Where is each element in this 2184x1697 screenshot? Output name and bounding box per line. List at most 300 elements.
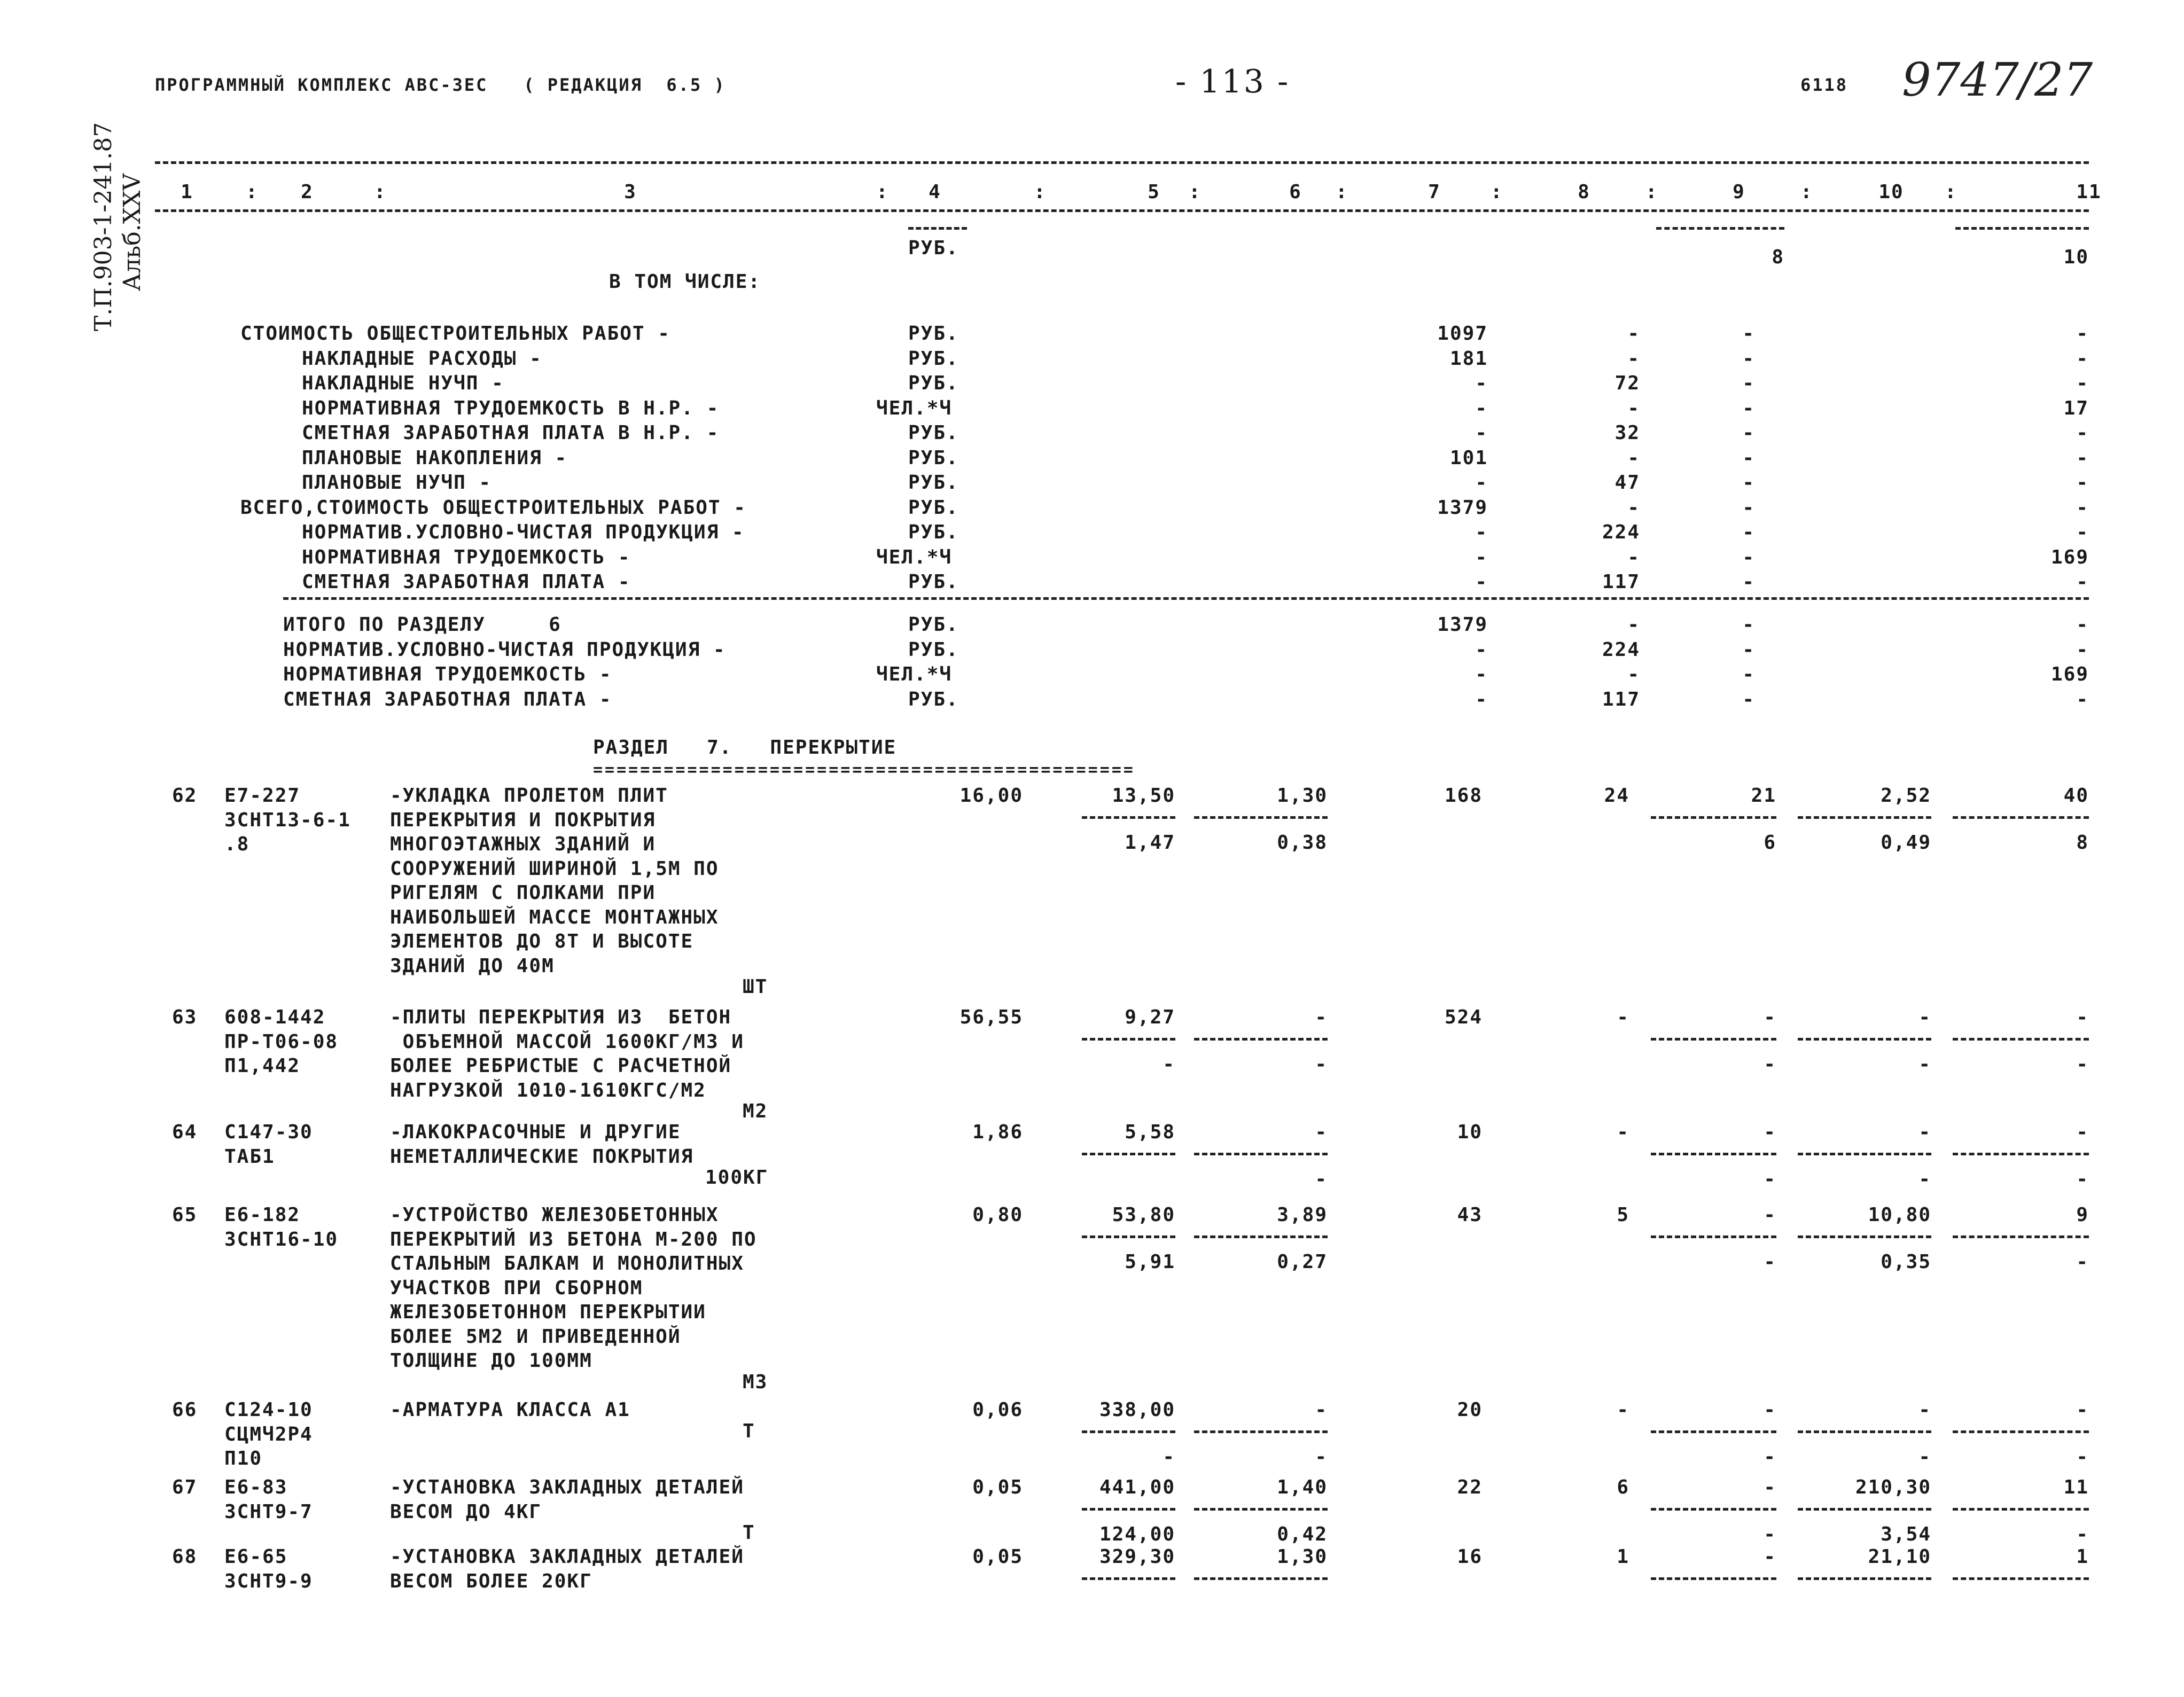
item-code: .8 [224, 833, 250, 855]
total-col7: - [1475, 663, 1488, 685]
item-number: 66 [172, 1399, 198, 1421]
item-total-cost: 16 [1457, 1546, 1483, 1568]
summary-col8: - [1627, 447, 1640, 469]
item-total-cost: 20 [1457, 1399, 1483, 1421]
item-wage-cost: 1,30 [1277, 785, 1328, 807]
summary-unit: РУБ. [908, 323, 959, 345]
column-separator: : [1645, 181, 1658, 203]
summary-col7: - [1475, 397, 1488, 419]
item-rule [1194, 1508, 1328, 1511]
item-wage-cost: 1,30 [1277, 1546, 1328, 1568]
item-code: С124-10 [224, 1399, 313, 1421]
item-rule [1082, 1038, 1175, 1041]
total-col7: - [1475, 638, 1488, 661]
summary-unit: РУБ. [908, 496, 959, 519]
summary-unit: РУБ. [908, 447, 959, 469]
item-total-wage: - [1617, 1399, 1629, 1421]
item-unit-cost: 338,00 [1099, 1399, 1175, 1421]
item-rule [1953, 816, 2089, 819]
total-unit: РУБ. [908, 638, 959, 661]
item-rule [1082, 1508, 1175, 1511]
item-total-wage: - [1617, 1006, 1629, 1028]
column-separator: : [1491, 181, 1503, 203]
summary-col11: - [2076, 521, 2089, 543]
item-rule [1953, 1508, 2089, 1511]
item-col9: - [1764, 1546, 1776, 1568]
item-unit: ШТ [743, 976, 768, 998]
summary-col11: - [2076, 447, 2089, 469]
item-total-wage: 6 [1617, 1476, 1629, 1498]
item-wage-cost-mach: 0,42 [1277, 1523, 1328, 1545]
item-col10: - [1918, 1399, 1931, 1421]
item-col9: - [1764, 1204, 1776, 1226]
summary-col7: - [1475, 546, 1488, 568]
item-rule [1082, 1235, 1175, 1238]
item-rule [1194, 1577, 1328, 1580]
item-unit: М2 [743, 1100, 768, 1122]
item-rule [1194, 816, 1328, 819]
item-rule [1651, 1235, 1776, 1238]
item-rule [1953, 1430, 2089, 1433]
total-label: НОРМАТИВ.УСЛОВНО-ЧИСТАЯ ПРОДУКЦИЯ - [283, 638, 726, 661]
item-total-cost: 43 [1457, 1204, 1483, 1226]
in-that-number-label: В ТОМ ЧИСЛЕ: [609, 271, 761, 293]
col11-rule [1955, 227, 2089, 230]
summary-label: НОРМАТИВНАЯ ТРУДОЕМКОСТЬ В Н.Р. - [302, 397, 720, 419]
summary-col8: - [1627, 323, 1640, 345]
total-col11: - [2076, 638, 2089, 661]
total-col7: 1379 [1437, 614, 1488, 636]
total-col9: - [1742, 663, 1755, 685]
item-description: УЧАСТКОВ ПРИ СБОРНОМ [390, 1277, 643, 1299]
summary-label: НАКЛАДНЫЕ РАСХОДЫ - [302, 347, 542, 370]
summary-col7: - [1475, 472, 1488, 494]
summary-col7: 1379 [1437, 496, 1488, 519]
item-rule [1953, 1153, 2089, 1155]
item-code: ЗСНТ9-7 [224, 1500, 313, 1523]
column-separator: : [1945, 181, 1957, 203]
summary-col9: - [1742, 546, 1755, 568]
program-title: ПРОГРАММНЫЙ КОМПЛЕКС АВС-3ЕС ( РЕДАКЦИЯ 6.5 ) [155, 75, 726, 95]
summary-label: ВСЕГО,СТОИМОСТЬ ОБЩЕСТРОИТЕЛЬНЫХ РАБОТ - [240, 496, 746, 519]
column-header-10: 10 [1878, 181, 1904, 203]
total-label: НОРМАТИВНАЯ ТРУДОЕМКОСТЬ - [283, 663, 612, 685]
item-description: -УСТАНОВКА ЗАКЛАДНЫХ ДЕТАЛЕЙ [390, 1476, 744, 1498]
item-total-cost: 22 [1457, 1476, 1483, 1498]
item-total-cost: 524 [1444, 1006, 1483, 1028]
item-rule [1953, 1038, 2089, 1041]
column-header-11: 11 [2076, 181, 2102, 203]
item-col9: - [1764, 1006, 1776, 1028]
item-description: БОЛЕЕ РЕБРИСТЫЕ С РАСЧЕТНОЙ [390, 1055, 732, 1077]
item-unit-cost: 9,27 [1125, 1006, 1175, 1028]
summary-col9: - [1742, 323, 1755, 345]
summary-col7: - [1475, 571, 1488, 593]
column-header-1: 1 [181, 181, 193, 203]
item-rule [1194, 1038, 1328, 1041]
item-col10-mach: - [1918, 1168, 1931, 1190]
item-col9-mach: - [1764, 1251, 1776, 1273]
item-rule [1798, 1577, 1931, 1580]
summary-col9: - [1742, 372, 1755, 394]
total-col9: - [1742, 688, 1755, 710]
item-code: ТАБ1 [224, 1145, 275, 1168]
header-top-rule [155, 161, 2089, 164]
summary-col11: - [2076, 496, 2089, 519]
column-separator: : [1336, 181, 1348, 203]
item-unit-cost-mach: 5,91 [1125, 1251, 1175, 1273]
item-wage-cost-mach: 0,38 [1277, 832, 1328, 854]
summary-unit: РУБ. [908, 372, 959, 394]
item-unit-cost-mach: - [1163, 1053, 1175, 1075]
summary-col9: - [1742, 496, 1755, 519]
item-code: Е7-227 [224, 785, 301, 807]
item-quantity: 16,00 [960, 785, 1023, 807]
item-description: РИГЕЛЯМ С ПОЛКАМИ ПРИ [390, 882, 656, 904]
item-description: ТОЛЩИНЕ ДО 100ММ [390, 1350, 592, 1372]
item-code: ЗСНТ16-10 [224, 1228, 339, 1250]
item-unit: Т [743, 1420, 755, 1442]
item-quantity: 0,05 [972, 1476, 1023, 1498]
summary-col9: - [1742, 422, 1755, 444]
side-note-album: Альб.XXV [119, 173, 146, 291]
item-rule [1082, 816, 1175, 819]
item-col9-mach: - [1764, 1523, 1776, 1545]
page-number: - 113 - [1175, 63, 1290, 100]
summary-col9: - [1742, 347, 1755, 370]
item-col9: - [1764, 1399, 1776, 1421]
item-col10-mach: 3,54 [1881, 1523, 1931, 1545]
summary-label: ПЛАНОВЫЕ НУЧП - [302, 472, 492, 494]
unit-rub: РУБ. [908, 237, 959, 259]
section-title: РАЗДЕЛ 7. ПЕРЕКРЫТИЕ [593, 737, 897, 758]
summary-col7: - [1475, 521, 1488, 543]
item-unit-cost: 5,58 [1125, 1121, 1175, 1143]
item-code: С147-30 [224, 1121, 313, 1143]
item-quantity: 0,80 [972, 1204, 1023, 1226]
item-description: ЗДАНИЙ ДО 40М [390, 955, 555, 977]
summary-col11: 17 [2063, 397, 2089, 419]
column-separator: : [876, 181, 889, 203]
summary-label: НОРМАТИВНАЯ ТРУДОЕМКОСТЬ - [302, 546, 631, 568]
total-col11: 169 [2050, 663, 2089, 685]
total-col8: 224 [1602, 638, 1640, 661]
item-col11: - [2076, 1006, 2089, 1028]
summary-col9: - [1742, 397, 1755, 419]
item-description: ВЕСОМ ДО 4КГ [390, 1500, 542, 1523]
summary-unit: ЧЕЛ.*Ч [876, 397, 953, 419]
item-col10: 210,30 [1855, 1476, 1931, 1498]
item-rule [1953, 1577, 2089, 1580]
item-description: -ЛАКОКРАСОЧНЫЕ И ДРУГИЕ [390, 1121, 681, 1143]
summary-col7: - [1475, 372, 1488, 394]
item-rule [1798, 1430, 1931, 1433]
total-col9: - [1742, 614, 1755, 636]
item-col9-mach: - [1764, 1053, 1776, 1075]
summary-unit: РУБ. [908, 521, 959, 543]
item-number: 64 [172, 1121, 198, 1143]
summary-col11: 169 [2050, 546, 2089, 568]
item-description: МНОГОЭТАЖНЫХ ЗДАНИЙ И [390, 833, 656, 855]
item-code: П10 [224, 1448, 263, 1469]
item-description: ЭЛЕМЕНТОВ ДО 8Т И ВЫСОТЕ [390, 930, 694, 952]
column-separator: : [1034, 181, 1047, 203]
item-total-wage: 1 [1617, 1546, 1629, 1568]
item-col10: 21,10 [1868, 1546, 1931, 1568]
column-separator: : [246, 181, 259, 203]
item-quantity: 0,05 [972, 1546, 1023, 1568]
item-code: Е6-83 [224, 1476, 288, 1498]
summary-col7: 181 [1449, 347, 1488, 370]
item-rule [1194, 1430, 1328, 1433]
item-rule [1798, 1235, 1931, 1238]
item-wage-cost: - [1315, 1121, 1328, 1143]
item-rule [1082, 1430, 1175, 1433]
item-description: ВЕСОМ БОЛЕЕ 20КГ [390, 1570, 592, 1592]
item-unit-cost-mach: 124,00 [1099, 1523, 1175, 1545]
summary-label: НАКЛАДНЫЕ НУЧП - [302, 372, 504, 394]
total-col8: - [1627, 663, 1640, 685]
item-col11: 9 [2076, 1204, 2089, 1226]
item-total-cost: 10 [1457, 1121, 1483, 1143]
item-wage-cost: 3,89 [1277, 1204, 1328, 1226]
item-description: -УСТАНОВКА ЗАКЛАДНЫХ ДЕТАЛЕЙ [390, 1546, 744, 1568]
item-col9: - [1764, 1476, 1776, 1498]
summary-col11: - [2076, 347, 2089, 370]
item-rule [1082, 1577, 1175, 1580]
top-col9-value: 8 [1772, 246, 1784, 268]
item-quantity: 1,86 [972, 1121, 1023, 1143]
summary-col11: - [2076, 472, 2089, 494]
item-col11: 1 [2076, 1546, 2089, 1568]
item-description: СООРУЖЕНИЙ ШИРИНОЙ 1,5М ПО [390, 857, 719, 880]
item-col11-mach: 8 [2076, 832, 2089, 854]
summary-label: СМЕТНАЯ ЗАРАБОТНАЯ ПЛАТА - [302, 571, 631, 593]
totals-rule [283, 597, 2089, 600]
total-unit: РУБ. [908, 614, 959, 636]
item-code: П1,442 [224, 1055, 301, 1077]
item-description: НАГРУЗКОЙ 1010-1610КГС/М2 [390, 1079, 706, 1101]
item-description: ЖЕЛЕЗОБЕТОННОМ ПЕРЕКРЫТИИ [390, 1301, 706, 1323]
summary-col8: 32 [1614, 422, 1640, 444]
item-unit-cost: 441,00 [1099, 1476, 1175, 1498]
item-col10-mach: 0,35 [1881, 1251, 1931, 1273]
column-header-8: 8 [1578, 181, 1590, 203]
total-label: ИТОГО ПО РАЗДЕЛУ 6 [283, 614, 561, 636]
summary-col8: 47 [1614, 472, 1640, 494]
summary-col8: - [1627, 546, 1640, 568]
item-wage-cost: - [1315, 1006, 1328, 1028]
total-col11: - [2076, 614, 2089, 636]
item-description: -УСТРОЙСТВО ЖЕЛЕЗОБЕТОННЫХ [390, 1204, 719, 1226]
item-code: Е6-182 [224, 1204, 301, 1226]
item-code: 608-1442 [224, 1006, 326, 1028]
item-rule [1651, 1430, 1776, 1433]
item-rule [1798, 1038, 1931, 1041]
item-col10: 10,80 [1868, 1204, 1931, 1226]
item-number: 65 [172, 1204, 198, 1226]
item-rule [1953, 1235, 2089, 1238]
item-quantity: 0,06 [972, 1399, 1023, 1421]
total-col7: - [1475, 688, 1488, 710]
col9-rule [1656, 227, 1784, 230]
summary-unit: ЧЕЛ.*Ч [876, 546, 953, 568]
item-col10-mach: - [1918, 1053, 1931, 1075]
item-col9-mach: 6 [1764, 832, 1776, 854]
item-col11: - [2076, 1399, 2089, 1421]
summary-col11: - [2076, 422, 2089, 444]
side-note-project: Т.П.903-1-241.87 [90, 122, 117, 331]
item-col10: - [1918, 1006, 1931, 1028]
item-description: ПЕРЕКРЫТИЯ И ПОКРЫТИЯ [390, 809, 656, 831]
total-unit: РУБ. [908, 688, 959, 710]
item-description: НЕМЕТАЛЛИЧЕСКИЕ ПОКРЫТИЯ [390, 1145, 694, 1168]
total-col8: 117 [1602, 688, 1640, 710]
item-number: 67 [172, 1476, 198, 1498]
item-col11: 11 [2063, 1476, 2089, 1498]
summary-col9: - [1742, 447, 1755, 469]
item-code: ЗСНТ9-9 [224, 1570, 313, 1592]
item-wage-cost-mach: - [1315, 1053, 1328, 1075]
summary-unit: РУБ. [908, 347, 959, 370]
item-description: СТАЛЬНЫМ БАЛКАМ И МОНОЛИТНЫХ [390, 1253, 744, 1274]
column-header-5: 5 [1148, 181, 1160, 203]
item-col11-mach: - [2076, 1446, 2089, 1468]
summary-col11: - [2076, 372, 2089, 394]
item-description: -АРМАТУРА КЛАССА А1 [390, 1399, 630, 1421]
total-col8: - [1627, 614, 1640, 636]
item-number: 63 [172, 1006, 198, 1028]
column-header-6: 6 [1289, 181, 1302, 203]
summary-col9: - [1742, 571, 1755, 593]
item-rule [1651, 1153, 1776, 1155]
item-unit-cost: 13,50 [1112, 785, 1175, 807]
column-header-4: 4 [929, 181, 941, 203]
total-col11: - [2076, 688, 2089, 710]
item-code: ПР-Т06-08 [224, 1030, 339, 1053]
item-quantity: 56,55 [960, 1006, 1023, 1028]
summary-col9: - [1742, 472, 1755, 494]
item-unit-cost: 53,80 [1112, 1204, 1175, 1226]
item-col11-mach: - [2076, 1168, 2089, 1190]
item-total-cost: 168 [1444, 785, 1483, 807]
col4-rule [908, 227, 967, 230]
item-wage-cost-mach: - [1315, 1168, 1328, 1190]
item-rule [1651, 1577, 1776, 1580]
item-col11-mach: - [2076, 1251, 2089, 1273]
item-description: ПЕРЕКРЫТИЙ ИЗ БЕТОНА М-200 ПО [390, 1228, 757, 1250]
item-col10: 2,52 [1881, 785, 1931, 807]
column-header-7: 7 [1428, 181, 1441, 203]
item-description: -ПЛИТЫ ПЕРЕКРЫТИЯ ИЗ БЕТОН [390, 1006, 732, 1028]
item-rule [1082, 1153, 1175, 1155]
column-separator: : [1800, 181, 1813, 203]
item-rule [1798, 1153, 1931, 1155]
section-underline: ============================================== [593, 761, 1135, 779]
item-wage-cost-mach: - [1315, 1446, 1328, 1468]
item-col10-mach: - [1918, 1446, 1931, 1468]
item-rule [1651, 816, 1776, 819]
item-unit-cost-mach: - [1163, 1446, 1175, 1468]
item-col9-mach: - [1764, 1446, 1776, 1468]
item-total-wage: 24 [1604, 785, 1629, 807]
item-wage-cost-mach: 0,27 [1277, 1251, 1328, 1273]
summary-col8: - [1627, 347, 1640, 370]
item-number: 62 [172, 785, 198, 807]
summary-col8: 117 [1602, 571, 1640, 593]
item-description: -УКЛАДКА ПРОЛЕТОМ ПЛИТ [390, 785, 668, 807]
item-number: 68 [172, 1546, 198, 1568]
summary-col7: 1097 [1437, 323, 1488, 345]
item-unit: М3 [743, 1371, 768, 1393]
column-separator: : [374, 181, 387, 203]
summary-label: НОРМАТИВ.УСЛОВНО-ЧИСТАЯ ПРОДУКЦИЯ - [302, 521, 745, 543]
summary-col8: - [1627, 397, 1640, 419]
item-col10-mach: 0,49 [1881, 832, 1931, 854]
summary-col8: - [1627, 496, 1640, 519]
item-unit: Т [743, 1522, 755, 1544]
total-label: СМЕТНАЯ ЗАРАБОТНАЯ ПЛАТА - [283, 688, 612, 710]
item-col9: - [1764, 1121, 1776, 1143]
item-rule [1651, 1038, 1776, 1041]
item-total-wage: 5 [1617, 1204, 1629, 1226]
item-wage-cost: - [1315, 1399, 1328, 1421]
item-rule [1798, 816, 1931, 819]
item-unit-cost-mach: 1,47 [1125, 832, 1175, 854]
column-header-3: 3 [624, 181, 637, 203]
item-description: ОБЪЕМНОЙ МАССОЙ 1600КГ/М3 И [390, 1030, 744, 1053]
summary-col8: 224 [1602, 521, 1640, 543]
item-rule [1194, 1153, 1328, 1155]
item-code: СЦМЧ2Р4 [224, 1423, 313, 1445]
summary-col7: - [1475, 422, 1488, 444]
item-code: ЗСНТ13-6-1 [224, 809, 351, 831]
item-wage-cost: 1,40 [1277, 1476, 1328, 1498]
item-description: НАИБОЛЬШЕЙ МАССЕ МОНТАЖНЫХ [390, 906, 719, 928]
item-col11-mach: - [2076, 1523, 2089, 1545]
item-col11-mach: - [2076, 1053, 2089, 1075]
item-col9: 21 [1751, 785, 1776, 807]
summary-label: ПЛАНОВЫЕ НАКОПЛЕНИЯ - [302, 447, 568, 469]
item-description: БОЛЕЕ 5М2 И ПРИВЕДЕННОЙ [390, 1325, 681, 1348]
item-rule [1651, 1508, 1776, 1511]
summary-col7: 101 [1449, 447, 1488, 469]
top-col11-value: 10 [2063, 246, 2089, 268]
handwritten-doc-number: 9747/27 [1902, 53, 2093, 107]
doc-code: 6118 [1800, 75, 1848, 95]
summary-col11: - [2076, 571, 2089, 593]
total-col9: - [1742, 638, 1755, 661]
item-unit: 100КГ [705, 1167, 769, 1188]
header-bottom-rule [155, 209, 2089, 212]
item-col9-mach: - [1764, 1168, 1776, 1190]
summary-label: СМЕТНАЯ ЗАРАБОТНАЯ ПЛАТА В Н.Р. - [302, 422, 720, 444]
summary-label: СТОИМОСТЬ ОБЩЕСТРОИТЕЛЬНЫХ РАБОТ - [240, 323, 670, 345]
total-unit: ЧЕЛ.*Ч [876, 663, 953, 685]
item-code: Е6-65 [224, 1546, 288, 1568]
summary-unit: РУБ. [908, 472, 959, 494]
summary-unit: РУБ. [908, 422, 959, 444]
item-col10: - [1918, 1121, 1931, 1143]
summary-col9: - [1742, 521, 1755, 543]
item-col11: - [2076, 1121, 2089, 1143]
column-header-9: 9 [1733, 181, 1745, 203]
item-total-wage: - [1617, 1121, 1629, 1143]
item-col11: 40 [2063, 785, 2089, 807]
item-rule [1798, 1508, 1931, 1511]
column-separator: : [1189, 181, 1202, 203]
summary-col11: - [2076, 323, 2089, 345]
